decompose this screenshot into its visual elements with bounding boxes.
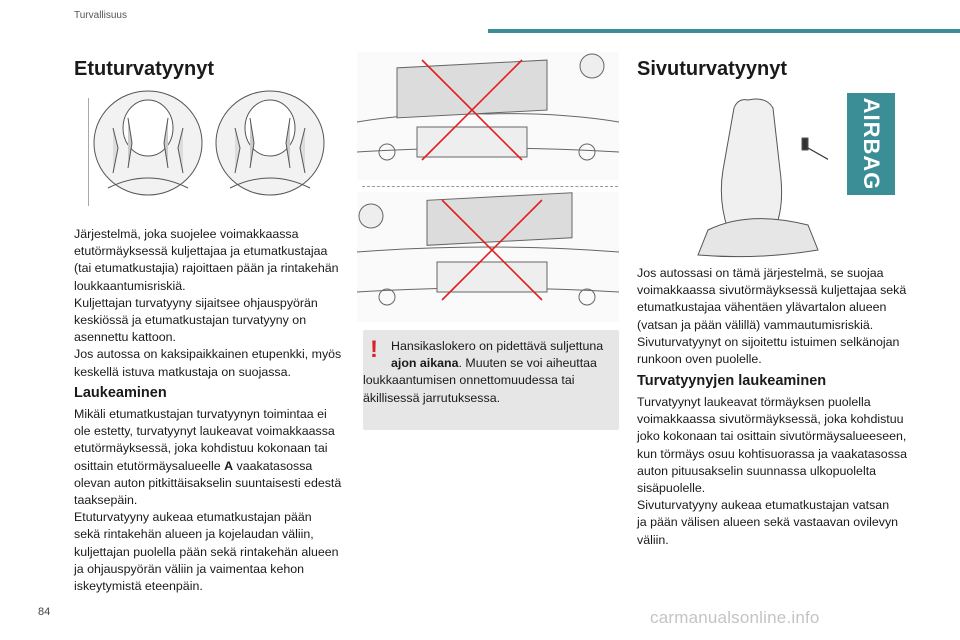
deploy-line: olevan auton pitkittäisakselin suuntaisesti edestä bbox=[74, 475, 342, 490]
deploy-line: Turvatyynyt laukeavat törmäyksen puolella bbox=[637, 395, 871, 409]
deploy-line: sekä rintakehän alueen ja kojelaudan väliin, bbox=[74, 527, 314, 542]
subtitle-deployment: Laukeaminen bbox=[74, 385, 167, 401]
intro-line: voimakkaassa sivutörmäyksessä kuljettajaa sekä bbox=[637, 283, 907, 298]
airbag-badge bbox=[847, 93, 895, 195]
warning-line: loukkaantumisen onnettomuudessa tai bbox=[363, 373, 575, 388]
deploy-line: väliin. bbox=[637, 532, 669, 547]
deploy-line bbox=[74, 458, 346, 475]
subtitle-side-deployment: Turvatyynyjen laukeaminen bbox=[637, 373, 827, 389]
glovebox-open-illustration-rhd bbox=[357, 192, 619, 322]
zone-a-label: A bbox=[224, 458, 234, 473]
section-label: Turvallisuus bbox=[74, 10, 127, 21]
deploy-line: Etuturvatyyny aukeaa etumatkustajan pään bbox=[74, 510, 312, 525]
deploy-line: Sivuturvatyyny aukeaa etumatkustajan vatsan bbox=[637, 498, 890, 513]
intro-line: etutörmäyksessä kuljettajaa ja etumatkustajaa bbox=[74, 244, 328, 259]
intro-line: Jos autossasi on tämä järjestelmä, se suojaa bbox=[637, 266, 884, 280]
deploy-line: iskeytymistä eteenpäin. bbox=[74, 579, 203, 594]
deploy-line: etutörmäyksessä, joka kohdistuu kokonaan tai bbox=[74, 441, 328, 456]
warning-line: Hansikaslokero on pidettävä suljettuna bbox=[391, 339, 604, 353]
deploy-line: joko kokonaan tai osittain sivutörmäysalueeseen, bbox=[637, 429, 907, 444]
side-airbag-intro bbox=[637, 265, 907, 368]
deploy-line: Mikäli etumatkustajan turvatyynyn toimintaa ei bbox=[74, 407, 327, 421]
deploy-line: ole estetty, turvatyynyt laukeavat voimakkaassa bbox=[74, 424, 335, 439]
warning-bold: ajon aikana bbox=[391, 356, 459, 371]
page-number: 84 bbox=[38, 606, 51, 618]
warning-line bbox=[363, 355, 611, 372]
deploy-line: taaksepäin. bbox=[74, 493, 138, 508]
page-title-side-airbags: Sivuturvatyynyt bbox=[637, 58, 788, 80]
intro-line: Jos autossa on kaksipaikkainen etupenkki, myös bbox=[74, 347, 342, 362]
deploy-line: voimakkaassa sivutörmäyksessä, joka kohdistuu bbox=[637, 412, 904, 427]
intro-line: asennettu kattoon. bbox=[74, 330, 176, 345]
front-airbag-deployment-text bbox=[74, 406, 346, 595]
deploy-line-part: vaakatasossa bbox=[233, 458, 313, 473]
deploy-line-part: osittain etutörmäysalueelle bbox=[74, 458, 225, 473]
deploy-line: kun törmäys osuu kohtisuorassa ja vaakatasossa bbox=[637, 446, 907, 461]
glovebox-open-illustration bbox=[357, 52, 619, 180]
intro-line: keskiössä ja etumatkustajan turvatyyny on bbox=[74, 313, 307, 328]
warning-line-part: . Muuten se voi aiheuttaa bbox=[458, 356, 597, 371]
intro-line: loukkaantumisriskiä. bbox=[74, 278, 186, 293]
intro-line: Järjestelmä, joka suojelee voimakkaassa bbox=[74, 227, 299, 241]
intro-line: runkoon oven puolelle. bbox=[637, 352, 762, 367]
deploy-line: sisäpuolelle. bbox=[637, 481, 706, 496]
warning-line: äkillisessä jarrutuksessa. bbox=[363, 390, 501, 405]
warning-text bbox=[363, 338, 611, 407]
front-airbag-intro bbox=[74, 226, 346, 381]
intro-line: (vatsan ja pään välillä) vammautumisriskiä. bbox=[637, 317, 874, 332]
seat-illustration bbox=[668, 90, 828, 260]
intro-line: keskellä istuva matkustaja on suojassa. bbox=[74, 364, 291, 379]
illustration-divider bbox=[362, 186, 618, 187]
intro-line: Kuljettajan turvatyyny sijaitsee ohjauspyörän bbox=[74, 295, 318, 310]
front-airbag-illustration bbox=[88, 88, 326, 206]
deploy-line: ja ohjauspyörän väliin ja vaimentaa kehon bbox=[74, 561, 305, 576]
airbag-label: AIRBAG bbox=[859, 97, 884, 191]
page-title-front-airbags: Etuturvatyynyt bbox=[74, 58, 215, 80]
watermark: carmanualsonline.info bbox=[650, 608, 820, 627]
deploy-line: ja pään välisen alueen sekä vastaavan ovilevyn bbox=[637, 515, 899, 530]
intro-line: (tai etumatkustajia) rajoittaen pään ja rintakehän bbox=[74, 261, 339, 276]
intro-line: etumatkustajaa vähentäen ylävartalon alueen bbox=[637, 300, 887, 315]
deploy-line: auton pituusakselin suunnassa ulkopuolelta bbox=[637, 463, 877, 478]
deploy-line: kuljettajan puolella pään sekä rintakehän alueen bbox=[74, 544, 339, 559]
side-airbag-deployment-text bbox=[637, 394, 907, 549]
header-accent-bar bbox=[488, 29, 960, 33]
warning-icon: ! bbox=[370, 336, 378, 363]
intro-line: Sivuturvatyynyt on sijoitettu istuimen selkänojan bbox=[637, 334, 900, 349]
